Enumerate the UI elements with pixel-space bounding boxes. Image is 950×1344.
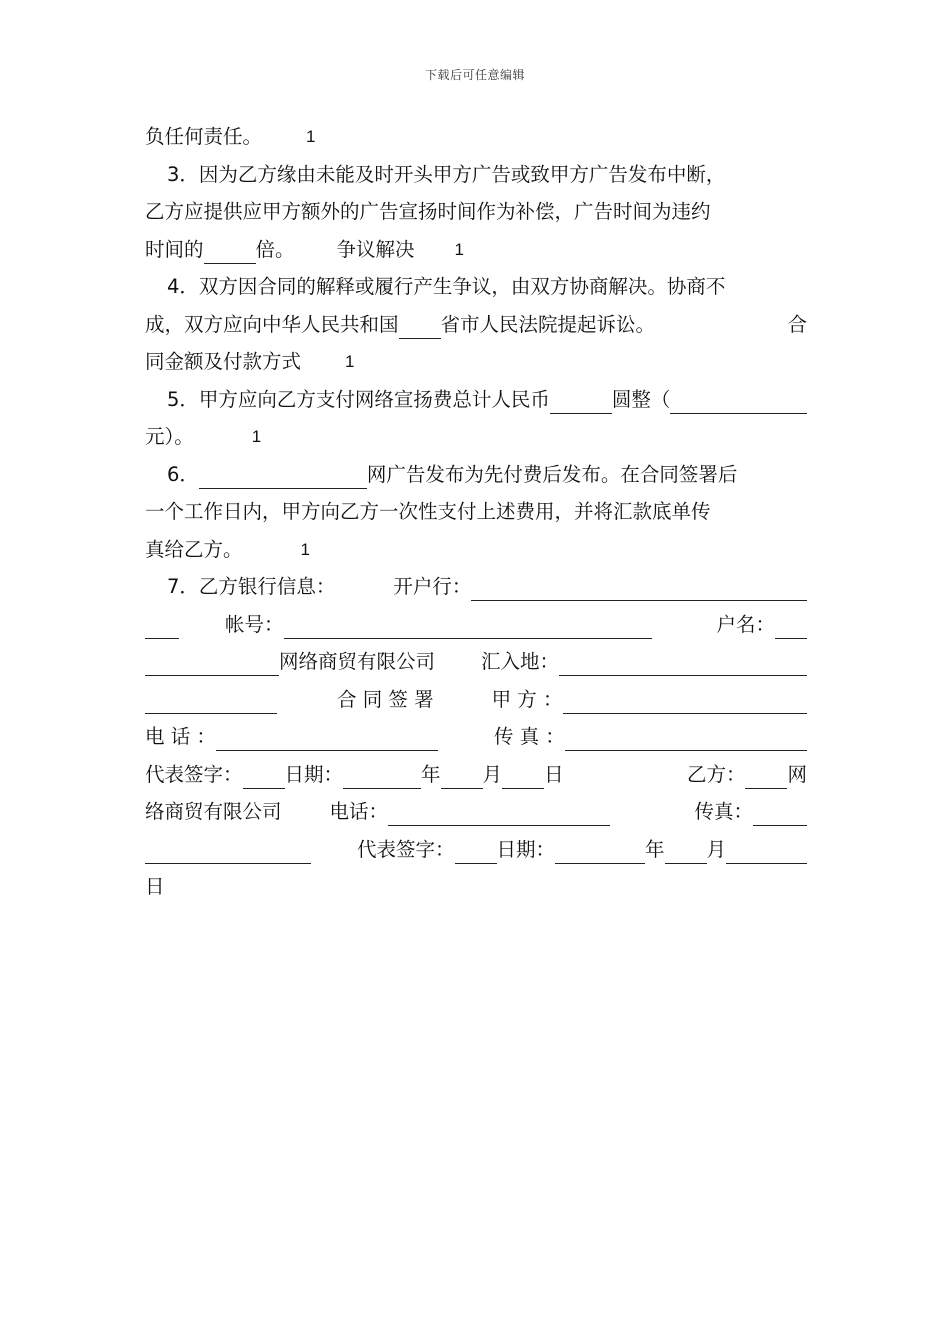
text: 真给乙方。: [145, 537, 243, 561]
blank-day-b[interactable]: [726, 841, 807, 864]
line-20: [145, 831, 807, 869]
line-1: [145, 118, 807, 156]
blank-multiple[interactable]: [204, 241, 256, 264]
label-phone: 电 话 ：: [145, 725, 216, 748]
line-4: [145, 231, 807, 269]
blank-party-a[interactable]: [563, 691, 807, 714]
text: 省市人民法院提起诉讼。: [440, 312, 656, 336]
blank-month-b[interactable]: [665, 841, 707, 864]
text: 负任何责任。: [145, 125, 263, 148]
line-19: [145, 793, 807, 831]
text: 乙方应提供应甲方额外的广告宣扬时间作为补偿，广告时间为违约: [145, 200, 711, 223]
section-title: 合 同 签 署: [337, 687, 434, 711]
blank-phone-a[interactable]: [216, 728, 438, 751]
blank-fax-b[interactable]: [753, 803, 807, 826]
blank-account-name[interactable]: [775, 616, 807, 639]
text: 网: [787, 762, 807, 786]
blank-province[interactable]: [399, 316, 441, 339]
footnote-number: 1: [345, 352, 355, 371]
label-date: 日期：: [284, 762, 344, 786]
section-title: 同金额及付款方式: [145, 350, 302, 373]
label-party-a: 甲 方 ：: [491, 687, 563, 711]
line-7: [145, 343, 807, 381]
blank-remit-cont[interactable]: [145, 691, 277, 714]
label-party-b: 乙方：: [686, 762, 746, 786]
line-3: [145, 193, 807, 231]
label-phone: 电话：: [329, 800, 389, 823]
text: 月: [706, 837, 727, 861]
text: 成，双方应向中华人民共和国: [145, 312, 399, 336]
line-5: [145, 268, 807, 306]
line-16: [145, 681, 807, 719]
blank-day-a[interactable]: [502, 766, 544, 789]
label-signature: 代表签字：: [357, 837, 455, 861]
label-account-name: 户名：: [716, 612, 775, 636]
label-signature: 代表签字：: [145, 762, 243, 786]
footnote-number: 1: [454, 239, 465, 259]
text: 3．因为乙方缘由未能及时开头甲方广告或致甲方广告发布中断，: [167, 162, 726, 186]
section-title: 争议解决: [336, 237, 415, 261]
text: 年: [421, 762, 441, 786]
blank-phone-b[interactable]: [388, 803, 610, 826]
footnote-number: 1: [306, 127, 316, 146]
text: 日: [145, 875, 165, 898]
text: 日: [544, 762, 564, 786]
footnote-number: 1: [251, 427, 262, 446]
blank-signature-b[interactable]: [455, 841, 497, 864]
label-date: 日期：: [496, 837, 556, 861]
label-remit-place: 汇入地：: [481, 650, 560, 673]
line-18: [145, 756, 807, 794]
line-8: [145, 381, 807, 419]
line-11: [145, 493, 807, 531]
text: 倍。: [255, 237, 295, 261]
text: 网广告发布为先付费后发布。在合同签署后: [366, 462, 738, 486]
blank-year-b[interactable]: [555, 841, 645, 864]
line-12: [145, 531, 807, 569]
label-fax: 传 真 ：: [493, 725, 565, 748]
text: 5．甲方应向乙方支付网络宣扬费总计人民币: [167, 387, 550, 411]
blank-month-a[interactable]: [441, 766, 483, 789]
line-21: [145, 868, 807, 906]
text: 一个工作日内，甲方向乙方一次性支付上述费用，并将汇款底单传: [145, 500, 711, 523]
blank-year-a[interactable]: [343, 766, 421, 789]
text: 年: [645, 837, 665, 861]
text: 网络商贸有限公司: [279, 650, 436, 673]
line-15: [145, 643, 807, 681]
blank-party-b[interactable]: [745, 766, 787, 789]
blank-bank-cont[interactable]: [145, 616, 179, 639]
line-14: [145, 606, 807, 644]
contract-body: [145, 118, 807, 906]
blank-website[interactable]: [199, 466, 367, 489]
line-6: [145, 306, 807, 344]
line-13: [145, 568, 807, 606]
blank-account[interactable]: [284, 616, 652, 639]
text: 时间的: [145, 237, 204, 261]
line-9: [145, 418, 807, 456]
text: 合: [787, 312, 807, 336]
blank-fax-a[interactable]: [565, 728, 807, 751]
text: 4．双方因合同的解释或履行产生争议，由双方协商解决。协商不: [167, 275, 726, 298]
blank-company[interactable]: [145, 653, 279, 676]
blank-signature-a[interactable]: [243, 766, 285, 789]
label-account: 帐号：: [225, 612, 284, 636]
page-header: 下载后可任意编辑: [424, 68, 525, 82]
text: 月: [482, 762, 503, 786]
blank-amount-words[interactable]: [550, 391, 612, 414]
blank-bank[interactable]: [471, 578, 807, 601]
label-bank: 开户行：: [393, 575, 472, 598]
text: 络商贸有限公司: [145, 800, 282, 823]
line-2: [145, 156, 807, 194]
line-17: [145, 718, 807, 756]
blank-remit-place[interactable]: [559, 653, 807, 676]
blank-fax-b-cont[interactable]: [145, 841, 311, 864]
text: 7．乙方银行信息：: [167, 575, 336, 598]
label-fax: 传真：: [694, 800, 753, 823]
text: 元）。: [145, 425, 194, 448]
footnote-number: 1: [300, 539, 310, 559]
text: 圆整（: [611, 387, 671, 411]
line-10: [145, 456, 807, 494]
text: 6．: [167, 462, 199, 486]
blank-amount[interactable]: [670, 391, 807, 414]
